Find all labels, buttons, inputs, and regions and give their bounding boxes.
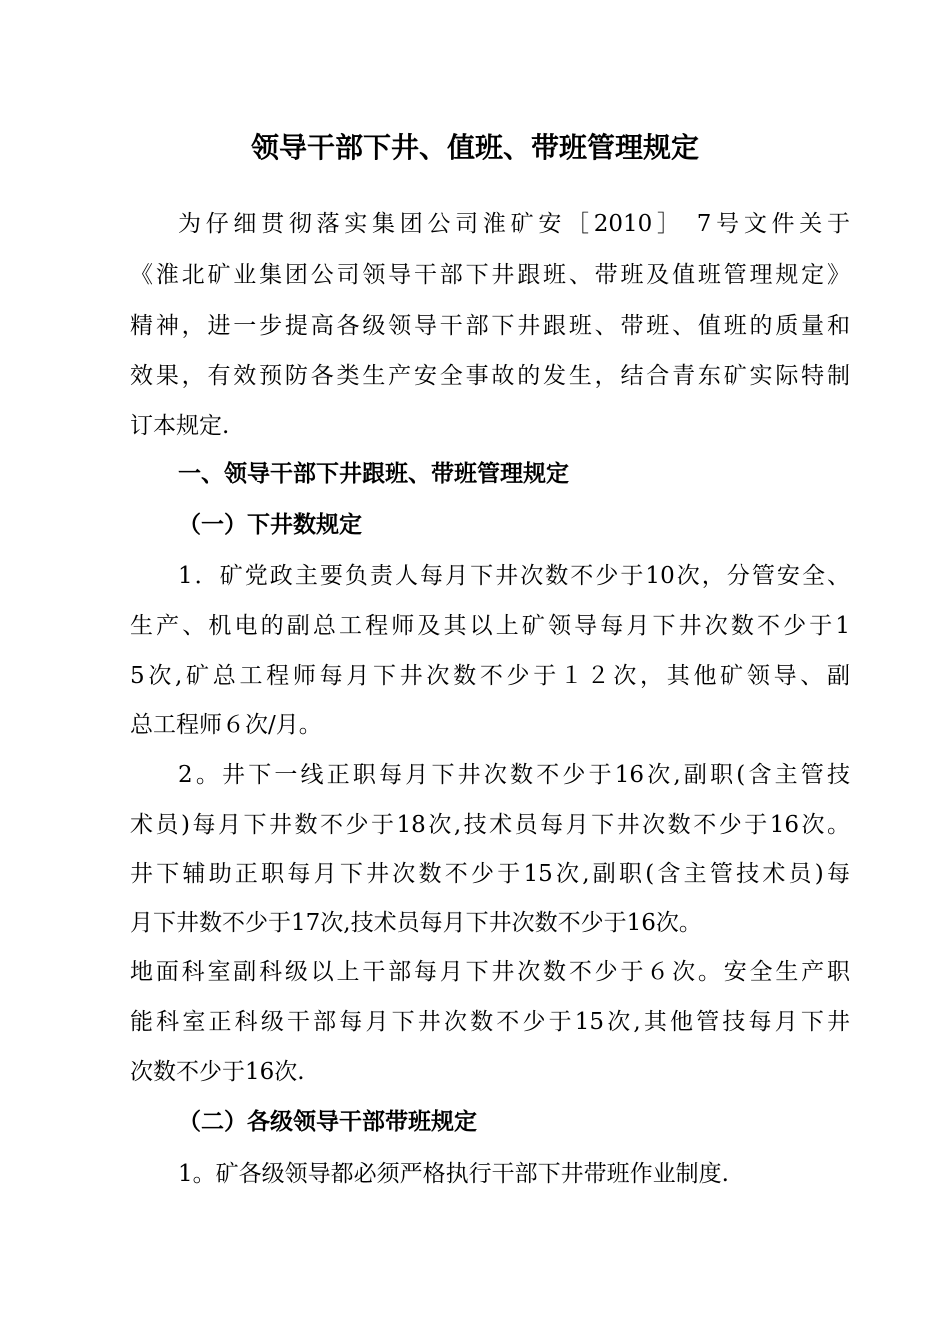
- document-title: 领导干部下井、值班、带班管理规定: [250, 131, 699, 164]
- paragraph-line: 1。矿各级领导都必须严格执行干部下井带班作业制度.: [178, 1161, 729, 1187]
- paragraph-line: 地面科室副科级以上干部每月下井次数不少于６次。安全生产职: [130, 959, 850, 985]
- paragraph-line: 术员)每月下井数不少于18次,技术员每月下井次数不少于16次。: [130, 812, 850, 838]
- paragraph-line: 2。井下一线正职每月下井次数不少于16次,副职(含主管技: [178, 762, 850, 788]
- subsection-heading: （一）下井数规定: [178, 512, 362, 538]
- paragraph-line: 5次,矿总工程师每月下井次数不少于１２次，其他矿领导、副: [130, 663, 850, 689]
- paragraph-line: 精神，进一步提高各级领导干部下井跟班、带班、值班的质量和: [130, 313, 850, 339]
- paragraph-line: 效果，有效预防各类生产安全事故的发生，结合青东矿实际特制: [130, 363, 850, 389]
- paragraph-line: 能科室正科级干部每月下井次数不少于15次,其他管技每月下井: [130, 1009, 850, 1035]
- section-heading: 一、领导干部下井跟班、带班管理规定: [178, 461, 569, 487]
- paragraph-line: 次数不少于16次.: [130, 1059, 305, 1085]
- paragraph-line: 生产、机电的副总工程师及其以上矿领导每月下井次数不少于1: [130, 613, 850, 639]
- subsection-heading: （二）各级领导干部带班规定: [178, 1109, 477, 1135]
- paragraph-line: 为仔细贯彻落实集团公司淮矿安［2010］ 7号文件关于: [178, 211, 850, 237]
- paragraph-line: 月下井数不少于17次,技术员每月下井次数不少于16次。: [130, 910, 702, 936]
- paragraph-line: 1．矿党政主要负责人每月下井次数不少于10次，分管安全、: [178, 563, 850, 589]
- paragraph-line: 总工程师６次/月。: [130, 712, 322, 738]
- paragraph-line: 井下辅助正职每月下井次数不少于15次,副职(含主管技术员)每: [130, 861, 850, 887]
- paragraph-line: 《淮北矿业集团公司领导干部下井跟班、带班及值班管理规定》: [130, 262, 850, 288]
- paragraph-line: 订本规定.: [130, 413, 230, 439]
